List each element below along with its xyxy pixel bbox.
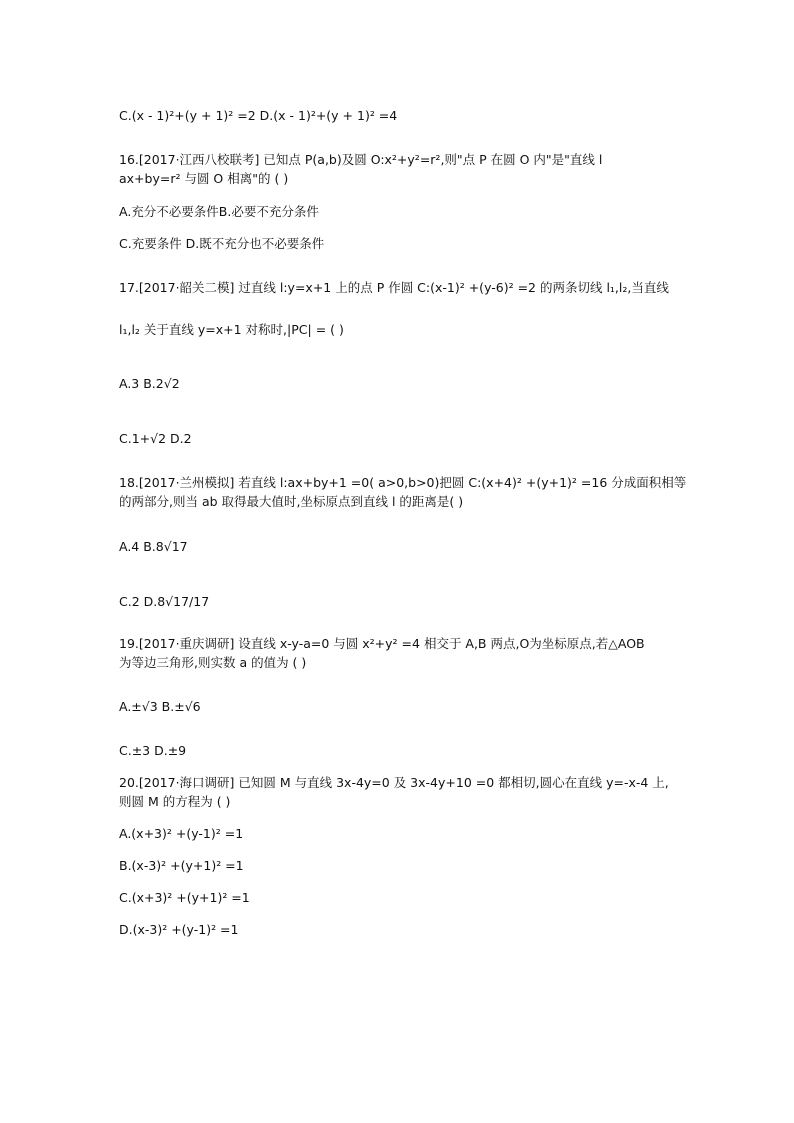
- q20-option-a: A.(x+3)² +(y-1)² =1: [119, 826, 244, 841]
- q17-options-ab: A.3 B.2√2: [119, 376, 180, 391]
- q19-stem-line2: 为等边三角形,则实数 a 的值为 ( ): [119, 655, 307, 670]
- q16-stem-line2: ax+by=r² 与圆 O 相离"的 ( ): [119, 171, 289, 186]
- q19-stem-line1: 19.[2017·重庆调研] 设直线 x-y-a=0 与圆 x²+y² =4 相交于 A,B 两点,O为坐标原点,若△AOB: [119, 636, 645, 651]
- q17-stem-line2: l₁,l₂ 关于直线 y=x+1 对称时,|PC| = ( ): [119, 322, 344, 337]
- q15-options-cd: C.(x - 1)²+(y + 1)² =2 D.(x - 1)²+(y + 1)² =4: [119, 108, 398, 123]
- q18-options-ab: A.4 B.8√17: [119, 539, 188, 554]
- q20-option-b: B.(x-3)² +(y+1)² =1: [119, 858, 244, 873]
- q19-options-ab: A.±√3 B.±√6: [119, 699, 201, 714]
- q17-stem-line1: 17.[2017·韶关二模] 过直线 l:y=x+1 上的点 P 作圆 C:(x-1)² +(y-6)² =2 的两条切线 l₁,l₂,当直线: [119, 280, 669, 295]
- q19-options-cd: C.±3 D.±9: [119, 743, 187, 758]
- q18-stem-line1: 18.[2017·兰州模拟] 若直线 l:ax+by+1 =0( a>0,b>0)把圆 C:(x+4)² +(y+1)² =16 分成面积相等: [119, 475, 687, 490]
- q18-options-cd: C.2 D.8√17/17: [119, 594, 210, 609]
- q20-stem-line1: 20.[2017·海口调研] 已知圆 M 与直线 3x-4y=0 及 3x-4y+10 =0 都相切,圆心在直线 y=-x-4 上,: [119, 775, 669, 790]
- q16-options-ab: A.充分不必要条件B.必要不充分条件: [119, 204, 319, 219]
- q20-option-d: D.(x-3)² +(y-1)² =1: [119, 922, 239, 937]
- q20-option-c: C.(x+3)² +(y+1)² =1: [119, 890, 250, 905]
- q20-stem-line2: 则圆 M 的方程为 ( ): [119, 794, 231, 809]
- q17-options-cd: C.1+√2 D.2: [119, 431, 192, 446]
- q18-stem-line2: 的两部分,则当 ab 取得最大值时,坐标原点到直线 l 的距离是( ): [119, 494, 464, 509]
- q16-stem-line1: 16.[2017·江西八校联考] 已知点 P(a,b)及圆 O:x²+y²=r²,则"点 P 在圆 O 内"是"直线 l: [119, 152, 603, 167]
- q16-options-cd: C.充要条件 D.既不充分也不必要条件: [119, 236, 325, 251]
